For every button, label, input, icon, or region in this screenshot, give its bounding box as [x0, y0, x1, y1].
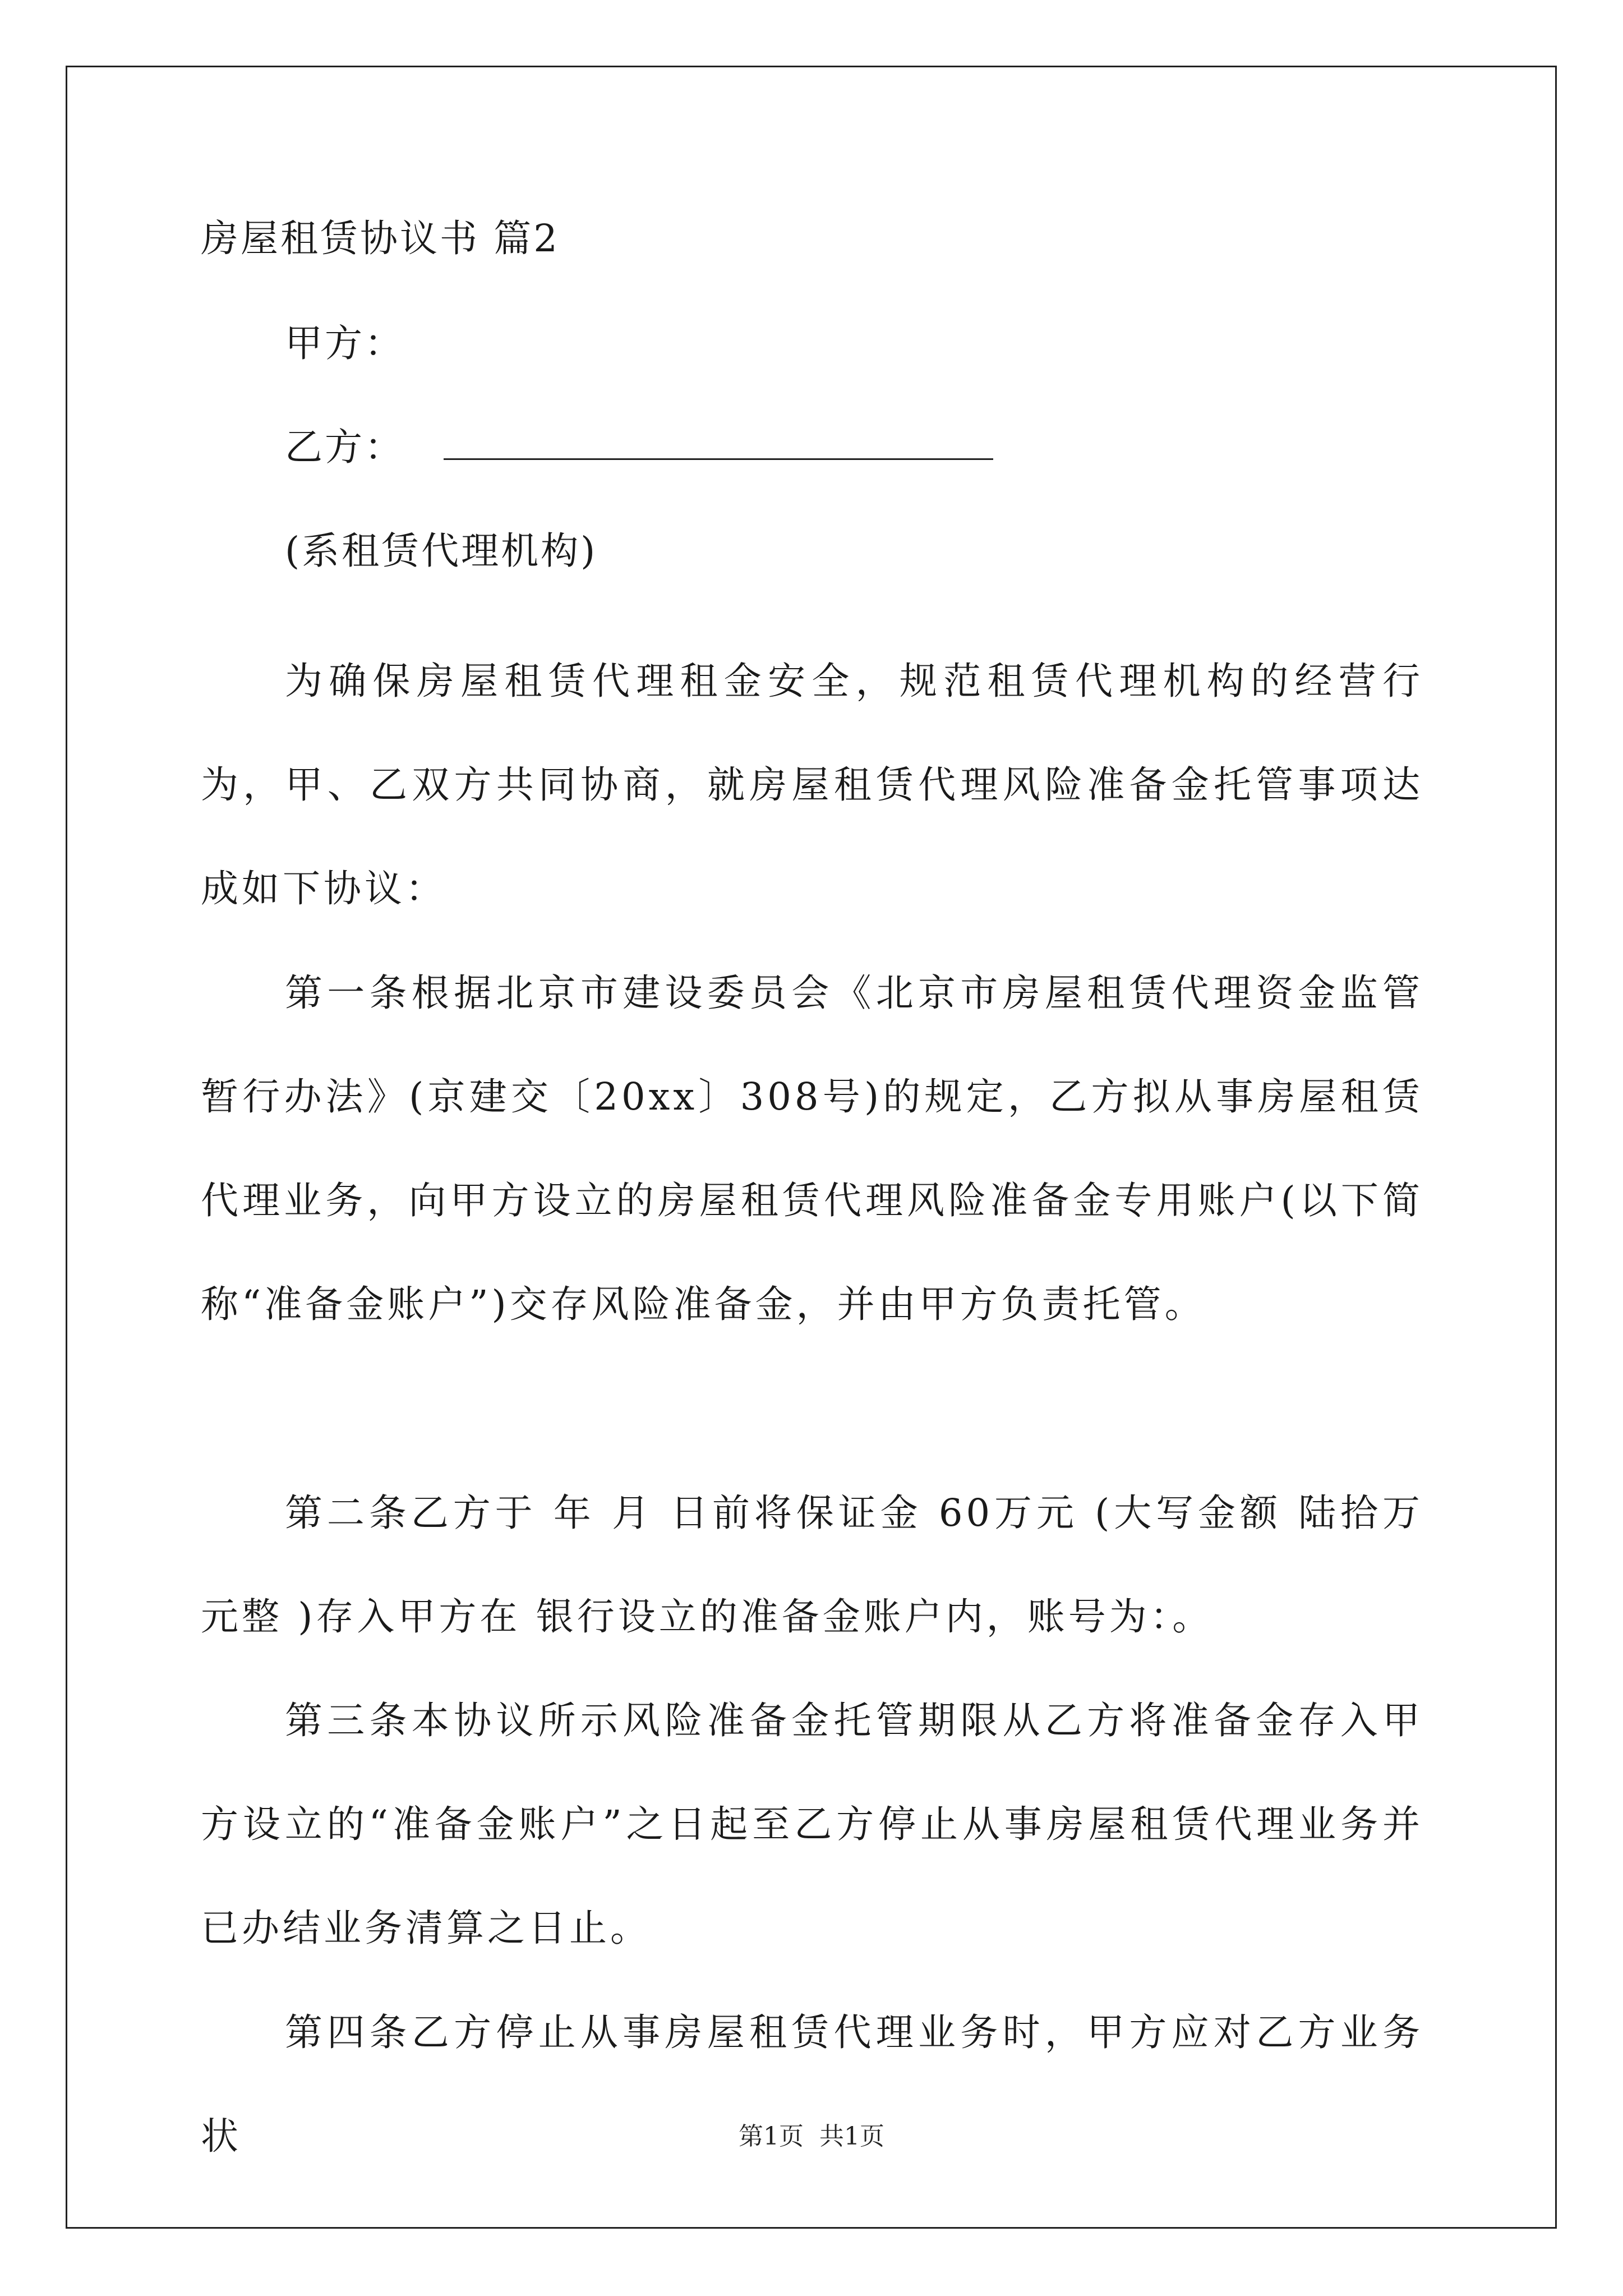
party-a-label: 甲方： — [285, 321, 404, 365]
page-total: 共1页 — [819, 2122, 884, 2151]
paragraph-article-4: 第四条乙方停止从事房屋租赁代理业务时，甲方应对乙方业务状 — [201, 2010, 1423, 2158]
party-b-blank-line — [444, 425, 993, 460]
page-footer — [0, 2116, 1623, 2152]
paragraph-article-3: 第三条本协议所示风险准备金托管期限从乙方将准备金存入甲方设立的“准备金账户”之日起至乙方停止从事房屋租赁代理业务并已办结业务清算之日止。 — [201, 1699, 1423, 1950]
page-current: 第1页 — [739, 2122, 804, 2151]
party-b-label: 乙方： — [285, 425, 404, 469]
party-a-field — [285, 318, 404, 369]
document-title: 房屋租赁协议书 篇2 — [201, 217, 560, 260]
paragraph-article-2: 第二条乙方于 年 月 日前将保证金 60万元 (大写金额 陆拾万元整 )存入甲方在 银行设立的准备金账户内，账号为：。 — [201, 1491, 1423, 1639]
paragraph-intro: 为确保房屋租赁代理租金安全，规范租赁代理机构的经营行为，甲、乙双方共同协商，就房屋租赁代理风险准备金托管事项达成如下协议： — [201, 659, 1423, 910]
party-b-note: (系租赁代理机构) — [285, 529, 598, 573]
party-b-field — [285, 422, 993, 472]
paragraph-article-1: 第一条根据北京市建设委员会《北京市房屋租赁代理资金监管暂行办法》(京建交〔20xx〕308号)的规定，乙方拟从事房屋租赁代理业务，向甲方设立的房屋租赁代理风险准备金专用账户(以下简称“准备金账户”)交存风险准备金，并由甲方负责托管。 — [201, 971, 1424, 1326]
